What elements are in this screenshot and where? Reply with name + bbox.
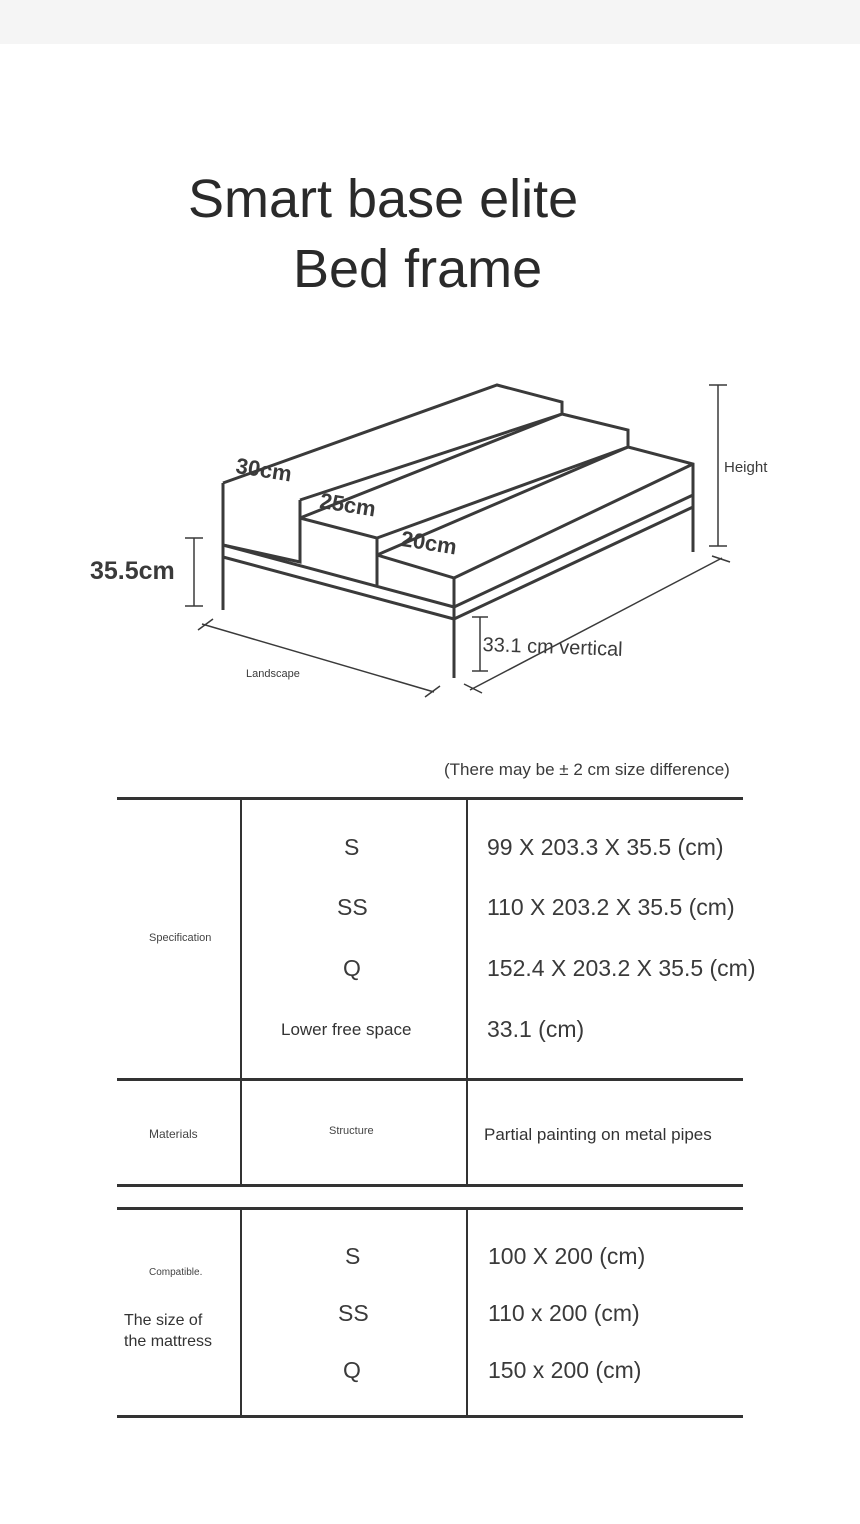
materials-value: Partial painting on metal pipes — [484, 1125, 712, 1144]
table-rule-top — [117, 797, 743, 800]
dim-20cm: 20cm — [399, 526, 459, 560]
spec-value-s: 99 X 203.3 X 35.5 (cm) — [487, 834, 724, 860]
spec-size-q: Q — [343, 955, 361, 981]
tier-mid-edge — [377, 447, 628, 538]
mattress-value-q: 150 x 200 (cm) — [488, 1357, 642, 1383]
dim-30cm: 30cm — [234, 453, 294, 487]
mattress-label-line1: The size of — [124, 1312, 203, 1329]
table-col-divider-2a — [466, 800, 468, 1184]
size-difference-note: (There may be ± 2 cm size difference) — [444, 760, 730, 779]
spec-size-s: S — [344, 834, 360, 860]
table-rule-mattress-top — [117, 1207, 743, 1210]
spec-lower-free-space-value: 33.1 (cm) — [487, 1016, 585, 1042]
spec-label: Specification — [149, 932, 212, 944]
dim-height-label: Height — [724, 459, 768, 476]
mattress-value-ss: 110 x 200 (cm) — [488, 1300, 640, 1326]
dim-25cm: 25cm — [318, 488, 378, 522]
table-rule-bottom — [117, 1415, 743, 1418]
mattress-size-q: Q — [343, 1357, 361, 1383]
dim-landscape: Landscape — [246, 668, 300, 680]
page-title-line2: Bed frame — [293, 239, 543, 299]
top-bar — [0, 0, 860, 44]
tier-front-bottom-edge — [454, 495, 693, 607]
spec-lower-free-space-label: Lower free space — [281, 1020, 412, 1039]
dim-height-total: 35.5cm — [90, 557, 175, 585]
table-col-divider-1a — [240, 800, 242, 1184]
page-title-line1: Smart base elite — [188, 169, 579, 229]
spec-value-q: 152.4 X 203.2 X 35.5 (cm) — [487, 955, 756, 981]
tier-back-front — [223, 483, 300, 562]
table-rule-spec-bottom — [117, 1078, 743, 1081]
spec-size-ss: SS — [337, 894, 368, 920]
mattress-size-ss: SS — [338, 1300, 369, 1326]
table-col-divider-1b — [240, 1210, 242, 1415]
mattress-size-s: S — [345, 1243, 361, 1269]
mattress-compatible-label: Compatible. — [149, 1267, 203, 1278]
tier-front-face — [377, 555, 454, 607]
frame-rail-right — [454, 507, 693, 619]
dim-vertical: 33.1 cm vertical — [482, 634, 623, 661]
tier-front-edge — [454, 464, 693, 578]
tier-back-edge — [300, 414, 562, 500]
mattress-value-s: 100 X 200 (cm) — [488, 1243, 646, 1269]
table-col-divider-2b — [466, 1210, 468, 1415]
table-rule-materials-bottom — [117, 1184, 743, 1187]
spec-value-ss: 110 X 203.2 X 35.5 (cm) — [487, 894, 735, 920]
materials-structure-label: Structure — [329, 1125, 374, 1137]
mattress-label-line2: the mattress — [124, 1333, 213, 1350]
materials-label: Materials — [149, 1127, 198, 1141]
